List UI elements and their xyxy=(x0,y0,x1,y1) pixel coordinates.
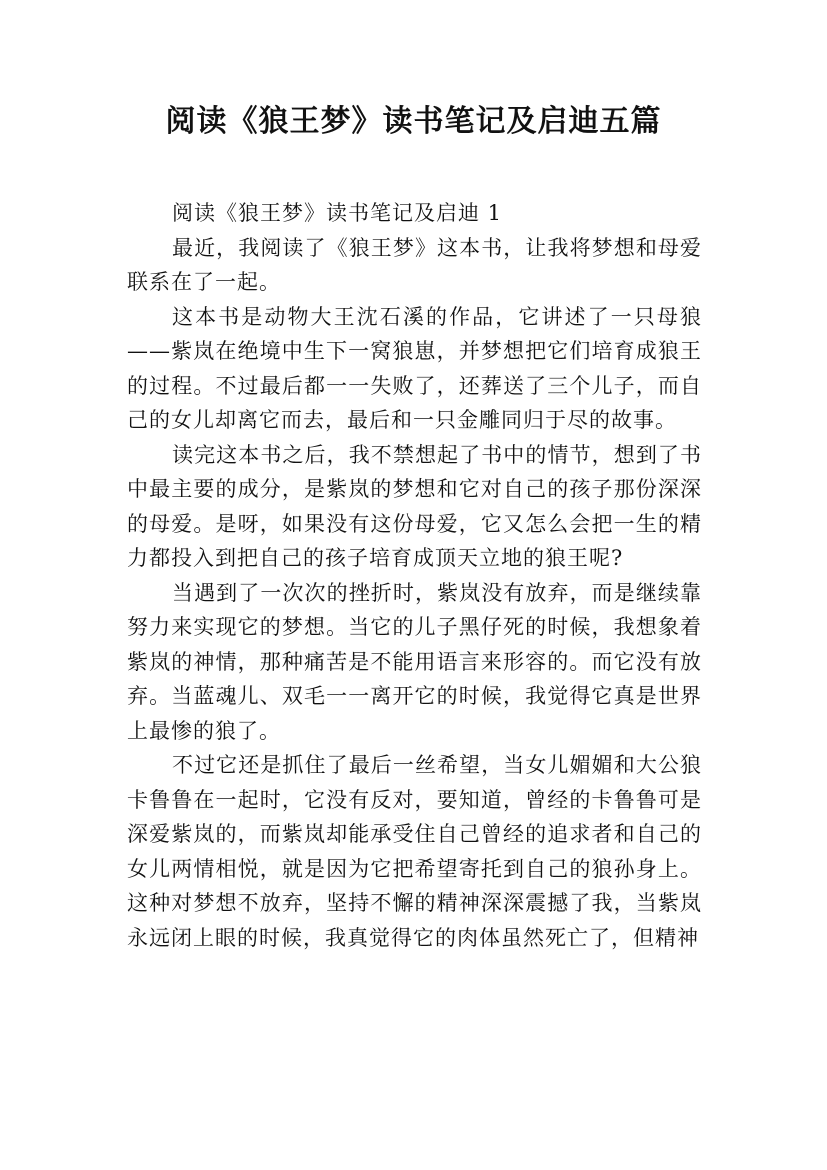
document-title: 阅读《狼王梦》读书笔记及启迪五篇 xyxy=(165,104,662,139)
paragraph-4: 当遇到了一次次的挫折时，紫岚没有放弃，而是继续靠努力来实现它的梦想。当它的儿子黑仔死的时候，我想象着紫岚的神情，那种痛苦是不能用语言来形容的。而它没有放弃。当蓝魂儿、双毛一一离开它的时候，我觉得它真是世界上最惨的狼了。 xyxy=(127,580,702,743)
paragraph-3: 读完这本书之后，我不禁想起了书中的情节，想到了书中最主要的成分，是紫岚的梦想和它对自己的孩子那份深深的母爱。是呀，如果没有这份母爱，它又怎么会把一生的精力都投入到把自己的孩子培育成顶天立地的狼王呢? xyxy=(127,442,702,570)
document-body xyxy=(127,196,702,955)
section-heading: 阅读《狼王梦》读书笔记及启迪 1 xyxy=(172,201,503,225)
paragraph-2: 这本书是动物大王沈石溪的作品，它讲述了一只母狼——紫岚在绝境中生下一窝狼崽，并梦想把它们培育成狼王的过程。不过最后都一一失败了，还葬送了三个儿子，而自己的女儿却离它而去，最后和一只金雕同归于尽的故事。 xyxy=(127,304,702,432)
paragraph-1: 最近，我阅读了《狼王梦》这本书，让我将梦想和母爱联系在了一起。 xyxy=(127,235,702,294)
paragraph-5: 不过它还是抓住了最后一丝希望，当女儿媚媚和大公狼卡鲁鲁在一起时，它没有反对，要知道，曾经的卡鲁鲁可是深爱紫岚的，而紫岚却能承受住自己曾经的追求者和自己的女儿两情相悦，就是因为它把希望寄托到自己的狼孙身上。这种对梦想不放弃，坚持不懈的精神深深震撼了我，当紫岚永远闭上眼的时候，我真觉得它的肉体虽然死亡了，但精神 xyxy=(127,753,702,950)
